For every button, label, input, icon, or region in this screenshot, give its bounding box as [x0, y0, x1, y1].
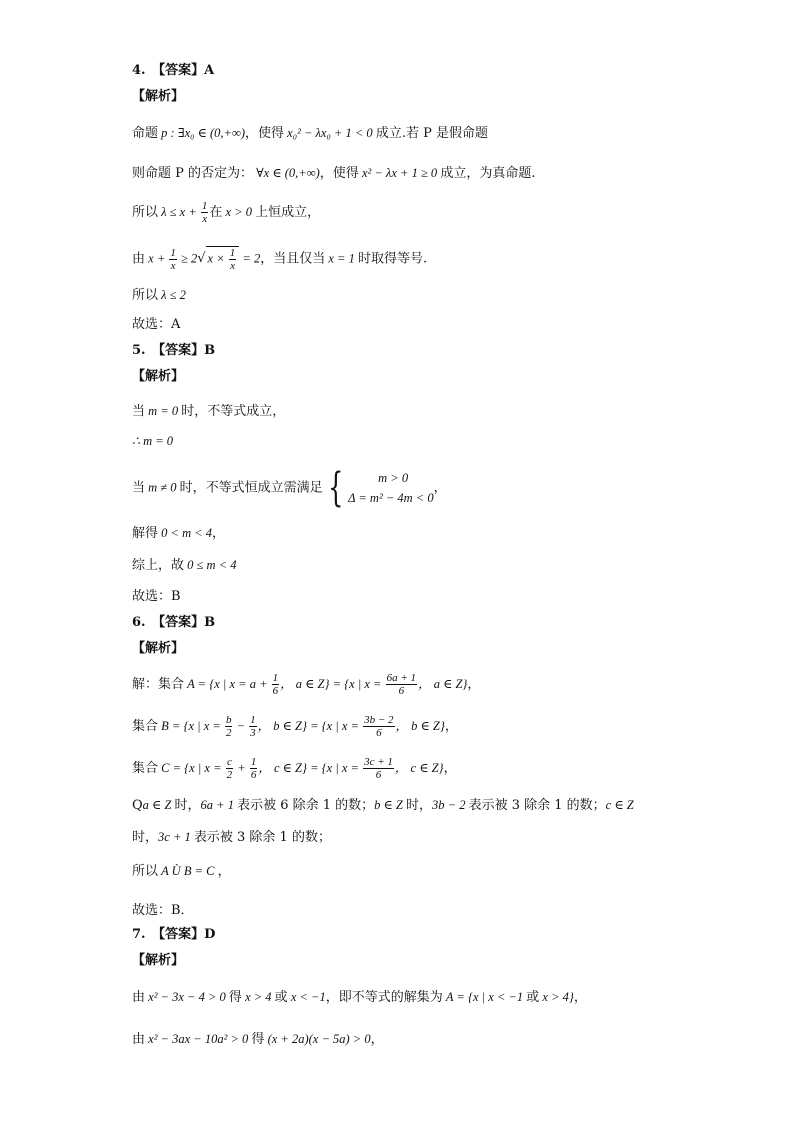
text: 时， — [406, 798, 433, 813]
math: m ≠ 0 — [145, 480, 180, 495]
denominator: 6 — [398, 685, 405, 697]
fraction — [363, 714, 394, 739]
q5-line-4 — [132, 524, 225, 543]
math: x > 4} — [539, 990, 574, 1004]
q7-analysis-label: 【解析】 — [132, 953, 185, 968]
math: C = {x | x = — [158, 761, 225, 775]
math: λ ≤ 2 — [158, 288, 186, 302]
text: Q — [132, 798, 143, 813]
q6-line-1 — [132, 672, 480, 697]
sqrt-icon: √ — [197, 251, 206, 266]
text: ，即不等式的解集为 — [325, 990, 443, 1005]
q5-line-5 — [132, 556, 236, 575]
text: 时取得等号. — [357, 251, 428, 267]
denominator: 2 — [226, 769, 233, 781]
text: 或 — [274, 990, 288, 1005]
math: ， b ∈ Z} = {x | x = — [257, 719, 363, 733]
text: 或 — [526, 990, 540, 1005]
brace-icon: { — [327, 465, 344, 511]
text: 当 — [132, 404, 146, 419]
q6-line-6 — [132, 862, 231, 881]
math: λ ≤ x + — [158, 205, 200, 219]
text: ， — [444, 719, 458, 734]
denominator: 2 — [225, 727, 232, 739]
math: 3b − 2 — [432, 798, 469, 812]
math: x₀² − λx₀ + 1 < 0 — [284, 126, 376, 140]
text: 得 — [228, 990, 242, 1005]
text: 上恒成立， — [255, 205, 321, 220]
math: m = 0 — [145, 404, 182, 418]
math: A = {x | x < −1 — [442, 990, 527, 1004]
math: x² − 3x − 4 > 0 — [145, 990, 229, 1004]
math: A = {x | x = a + — [184, 677, 271, 691]
fraction — [226, 756, 234, 781]
text: 在 — [209, 205, 223, 220]
text: 解：集合 — [132, 677, 185, 692]
fraction — [250, 756, 258, 781]
q4-answer-heading: 4. 【答案】A — [132, 63, 215, 78]
math: ∀x ∈ (0,+∞) — [253, 166, 320, 180]
text: ， — [212, 526, 226, 541]
fraction — [386, 672, 417, 697]
q7-answer-heading: 7. 【答案】D — [132, 927, 216, 942]
text: ， — [217, 864, 231, 879]
q6-analysis-label: 【解析】 — [132, 641, 185, 656]
numerator: 6a + 1 — [386, 672, 417, 684]
q7-line-1 — [132, 988, 587, 1007]
math: 6a + 1 — [200, 798, 238, 812]
q5-line-1 — [132, 402, 285, 421]
text: ， — [433, 480, 447, 496]
denominator: x — [230, 260, 235, 272]
fraction — [225, 714, 233, 739]
text: ，当且仅当 — [260, 251, 326, 267]
q5-answer-heading: 5. 【答案】B — [132, 343, 216, 358]
math: A Ù B = C — [158, 864, 218, 878]
math: x² − 3ax − 10a² > 0 — [145, 1032, 252, 1046]
math: x > 4 — [241, 990, 275, 1004]
text: ， — [467, 677, 481, 692]
numerator: 3c + 1 — [364, 756, 393, 768]
text: ， — [370, 1032, 384, 1047]
q5-line-2: ∴ m = 0 — [132, 434, 174, 448]
text: 综上，故 — [132, 558, 185, 573]
text: 所以 — [132, 864, 159, 879]
text: 成立，为真命题. — [440, 166, 536, 181]
text: 由 — [132, 251, 146, 267]
text: 集合 — [132, 719, 159, 734]
denominator: 6 — [250, 769, 257, 781]
q6-line-4 — [132, 796, 634, 815]
denominator: x — [202, 213, 208, 225]
q6-answer-heading: 6. 【答案】B — [132, 615, 216, 630]
math: x × — [207, 251, 228, 266]
math: c ∈ Z — [605, 798, 634, 812]
q5-conclusion: 故选：B — [132, 589, 181, 604]
text: 成立.若 P 是假命题 — [375, 126, 488, 141]
math: x > 0 — [222, 205, 256, 219]
q6-line-2 — [132, 714, 458, 739]
denominator: 3 — [250, 727, 256, 739]
math: 0 < m < 4 — [158, 526, 213, 540]
q4-line-2 — [132, 164, 535, 183]
numerator: b — [225, 714, 232, 726]
text: 表示被 6 除余 1 的数； — [237, 798, 375, 813]
math: b ∈ Z — [374, 798, 407, 812]
math: ≥ 2 — [177, 251, 198, 266]
text: 时， — [132, 830, 159, 845]
denominator: 6 — [272, 685, 279, 697]
math: x < −1 — [287, 990, 326, 1004]
math: a ∈ Z — [142, 798, 175, 812]
q4-conclusion: 故选：A — [132, 317, 181, 332]
q6-conclusion: 故选：B． — [132, 903, 194, 918]
numerator: 1 — [272, 672, 279, 684]
math: B = {x | x = — [158, 719, 224, 733]
numerator: 3b − 2 — [364, 714, 394, 726]
text: 时，不等式成立， — [181, 404, 286, 419]
math: ， a ∈ Z} — [418, 677, 468, 691]
math: + — [234, 761, 249, 775]
numerator: 1 — [170, 246, 176, 259]
system-rows — [348, 468, 433, 508]
numerator: 1 — [229, 247, 236, 259]
text: 所以 — [132, 288, 159, 303]
q4-line-1 — [132, 124, 488, 143]
math: (x + 2a)(x − 5a) > 0 — [264, 1032, 371, 1046]
math: ， c ∈ Z} — [394, 761, 444, 775]
text: 由 — [132, 990, 146, 1005]
system-row-2: Δ = m² − 4m < 0 — [348, 491, 434, 505]
denominator: 6 — [376, 727, 382, 739]
numerator: c — [226, 756, 232, 768]
equation-system — [323, 465, 434, 511]
text: ，使得 — [319, 166, 359, 181]
math: = 2 — [239, 251, 261, 266]
text: 集合 — [132, 761, 159, 776]
numerator: 1 — [201, 200, 208, 212]
text: 表示被 3 除余 1 的数； — [468, 798, 606, 813]
fraction — [272, 672, 280, 697]
math: − — [233, 719, 249, 733]
fraction — [201, 200, 209, 225]
text: ， — [573, 990, 587, 1005]
text: 时，不等式恒成立需满足 — [179, 480, 323, 496]
fraction — [169, 247, 177, 272]
math: 3c + 1 — [158, 830, 194, 844]
fraction — [249, 714, 257, 739]
math: ， b ∈ Z} — [395, 719, 445, 733]
denominator: 6 — [375, 769, 382, 781]
math: ， c ∈ Z} = {x | x = — [258, 761, 363, 775]
q4-line-5 — [132, 286, 186, 305]
text: 得 — [251, 1032, 265, 1047]
math: x + — [145, 251, 169, 266]
q6-line-3 — [132, 756, 457, 781]
numerator: 1 — [250, 756, 257, 768]
text: 时， — [174, 798, 201, 813]
text: 当 — [132, 480, 146, 496]
sqrt-body — [206, 246, 240, 272]
text: 命题 — [132, 126, 159, 141]
text: 所以 — [132, 205, 159, 220]
text: 表示被 3 除余 1 的数； — [193, 830, 331, 845]
fraction — [363, 756, 394, 781]
math: p : ∃x₀ ∈ (0,+∞) — [158, 126, 246, 140]
q7-line-2 — [132, 1030, 384, 1049]
q5-analysis-label: 【解析】 — [132, 369, 185, 384]
text: 则命题 P 的否定为： — [132, 166, 254, 181]
math: x = 1 — [325, 251, 358, 266]
text: ， — [443, 761, 457, 776]
fraction — [229, 247, 237, 272]
text: 由 — [132, 1032, 146, 1047]
math: ， a ∈ Z} = {x | x = — [280, 677, 385, 691]
system-row-1: m > 0 — [378, 471, 409, 485]
q6-line-5 — [132, 828, 331, 847]
q5-line-3 — [132, 465, 447, 511]
q4-line-4 — [132, 246, 427, 272]
text: 解得 — [132, 526, 159, 541]
denominator: x — [170, 259, 176, 272]
q4-analysis-label: 【解析】 — [132, 89, 185, 104]
numerator: 1 — [250, 714, 256, 726]
q4-line-3 — [132, 200, 320, 225]
math: x² − λx + 1 ≥ 0 — [358, 166, 441, 180]
math: 0 ≤ m < 4 — [184, 558, 237, 572]
text: ，使得 — [245, 126, 285, 141]
